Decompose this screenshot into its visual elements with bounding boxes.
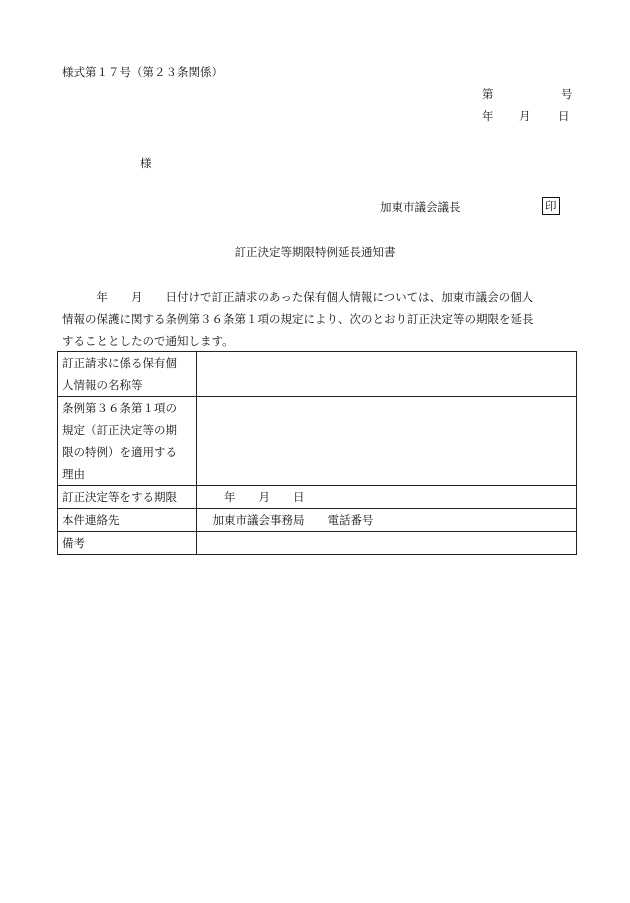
- label-line: 本件連絡先: [62, 513, 120, 527]
- doc-number-prefix: 第: [482, 87, 494, 101]
- label-line: 備考: [62, 536, 85, 550]
- sender-title: 加東市議会議長: [380, 200, 461, 214]
- body-line: 年 月 日付けで訂正請求のあった保有個人情報については、加東市議会の個人: [62, 290, 534, 304]
- date-day: 日: [558, 109, 570, 123]
- row-label: [58, 486, 197, 509]
- label-line: 訂正決定等をする期限: [62, 490, 177, 504]
- seal-mark: 印: [542, 197, 560, 215]
- addressee-honorific: 様: [140, 156, 152, 170]
- date-month: 月: [519, 109, 531, 123]
- label-line: 規定（訂正決定等の期: [62, 423, 177, 437]
- notice-body: [62, 286, 592, 352]
- table-row: [58, 397, 577, 486]
- row-value: 加東市議会事務局 電話番号: [197, 509, 577, 532]
- table-row: [58, 509, 577, 532]
- row-label: [58, 532, 197, 555]
- row-value: [197, 352, 577, 397]
- label-line: 訂正請求に係る保有個: [62, 356, 177, 370]
- table-row: [58, 352, 577, 397]
- date-year: 年: [482, 109, 494, 123]
- label-line: 人情報の名称等: [62, 378, 143, 392]
- body-line: 情報の保護に関する条例第３６条第１項の規定により、次のとおり訂正決定等の期限を延長: [62, 312, 534, 326]
- row-label: [58, 397, 197, 486]
- doc-number-suffix: 号: [561, 87, 573, 101]
- row-label: [58, 509, 197, 532]
- info-table: [57, 351, 577, 555]
- form-number: 様式第１７号（第２３条関係）: [62, 65, 223, 79]
- row-value: [197, 532, 577, 555]
- label-line: 条例第３６条第１項の: [62, 401, 177, 415]
- label-line: 理由: [62, 467, 85, 481]
- label-line: 限の特例）を適用する: [62, 445, 177, 459]
- row-label: [58, 352, 197, 397]
- table-row: [58, 532, 577, 555]
- table-row: [58, 486, 577, 509]
- body-line: することとしたので通知します。: [62, 334, 234, 348]
- row-value: [197, 397, 577, 486]
- row-value: 年 月 日: [197, 486, 577, 509]
- document-title: 訂正決定等期限特例延長通知書: [234, 245, 396, 259]
